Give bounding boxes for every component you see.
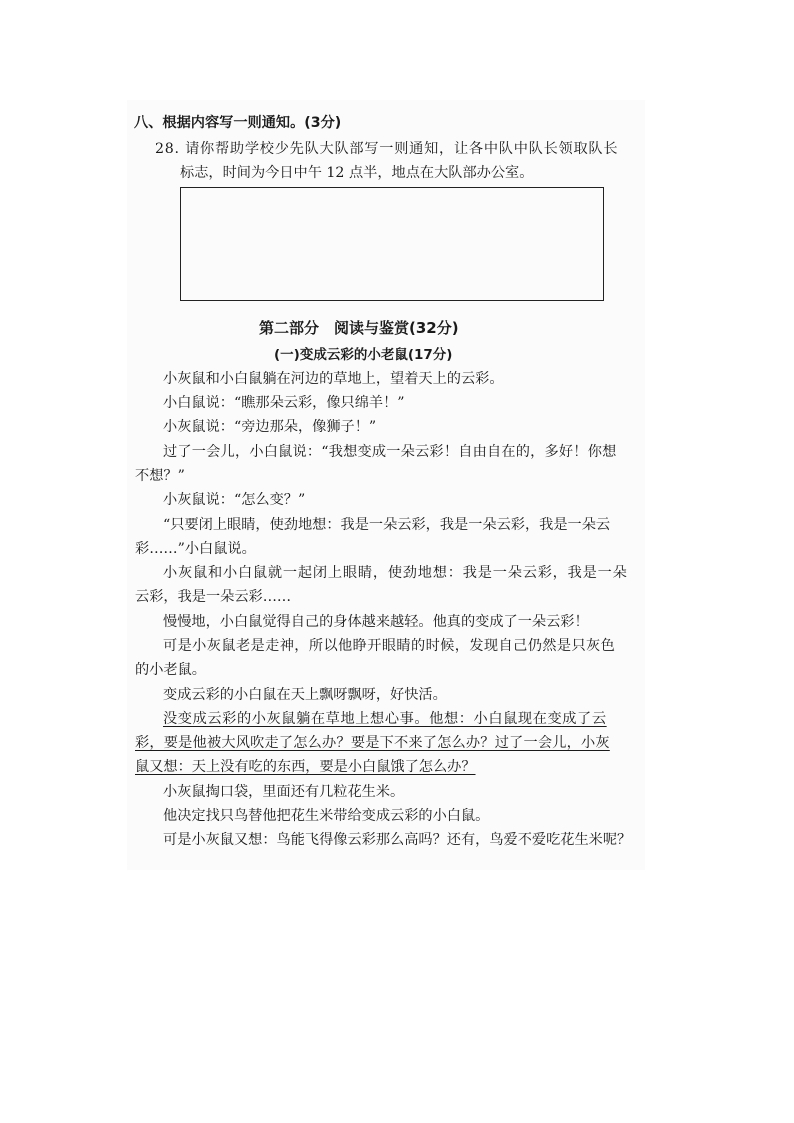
story-line-underlined: 鼠又想：天上没有吃的东西，要是小白鼠饿了怎么办？ xyxy=(135,759,476,775)
story-line: 可是小灰鼠老是走神，所以他睁开眼睛的时候，发现自己仍然是只灰色 xyxy=(163,638,616,654)
story-line: 变成云彩的小白鼠在天上飘呀飘呀，好快活。 xyxy=(163,687,447,703)
story-line: “只要闭上眼睛，使劲地想：我是一朵云彩，我是一朵云彩，我是一朵云 xyxy=(163,517,611,533)
story-line: 慢慢地，小白鼠觉得自己的身体越来越轻。他真的变成了一朵云彩！ xyxy=(163,614,589,630)
answer-box[interactable] xyxy=(180,187,604,301)
story-line: 他决定找只鸟替他把花生米带给变成云彩的小白鼠。 xyxy=(163,808,490,824)
story-line-underlined: 没变成云彩的小灰鼠躺在草地上想心事。他想：小白鼠现在变成了云 xyxy=(163,711,607,727)
story-line: 可是小灰鼠又想：鸟能飞得像云彩那么高吗？还有，鸟爱不爱吃花生米呢？ xyxy=(163,832,632,848)
story-line: 不想？” xyxy=(135,468,185,484)
story-line: 小灰鼠和小白鼠躺在河边的草地上，望着天上的云彩。 xyxy=(163,371,504,387)
story-line: 过了一会儿，小白鼠说：“我想变成一朵云彩！自由自在的，多好！你想 xyxy=(163,444,617,460)
part-2-title: 第二部分 阅读与鉴赏(32分) xyxy=(259,319,459,337)
question-28-line-2: 标志，时间为今日中午 12 点半，地点在大队部办公室。 xyxy=(180,165,534,181)
story-line: 小灰鼠说：“旁边那朵，像狮子！” xyxy=(163,419,377,435)
story-title: (一)变成云彩的小老鼠(17分) xyxy=(274,347,453,363)
story-line: 小灰鼠掏口袋，里面还有几粒花生米。 xyxy=(163,784,405,800)
story-line: 彩……”小白鼠说。 xyxy=(135,541,256,557)
story-line: 小灰鼠说：“怎么变？” xyxy=(163,492,306,508)
story-line: 云彩，我是一朵云彩…… xyxy=(135,589,292,605)
story-line: 小白鼠说：“瞧那朵云彩，像只绵羊！” xyxy=(163,395,405,411)
section-8-heading: 八、根据内容写一则通知。(3分) xyxy=(134,115,342,131)
story-line: 小灰鼠和小白鼠就一起闭上眼睛，使劲地想：我是一朵云彩，我是一朵 xyxy=(163,565,628,581)
story-line-underlined: 彩，要是他被大风吹走了怎么办？要是下不来了怎么办？过了一会儿，小灰 xyxy=(135,735,610,751)
story-line: 的小老鼠。 xyxy=(135,662,206,678)
question-28-line-1: 28. 请你帮助学校少先队大队部写一则通知，让各中队中队长领取队长 xyxy=(155,141,619,157)
